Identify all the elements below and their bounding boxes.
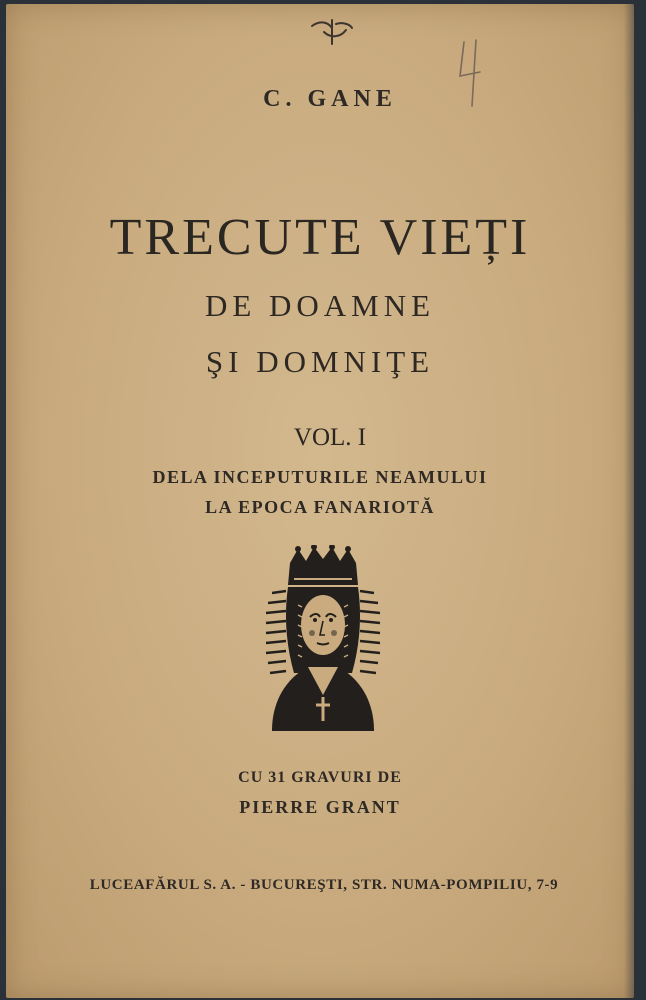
book-title-line-2: DE DOAMNE	[204, 288, 436, 323]
book-title-line-1: TRECUTE VIEȚI	[109, 209, 531, 266]
publisher-imprint: LUCEAFĂRUL S. A. - BUCUREŞTI, STR. NUMA-POMPILIU, 7-9	[89, 877, 559, 893]
book-title-line-3: ŞI DOMNIŢE	[205, 344, 435, 379]
subtitle-line-2: LA EPOCA FANARIOTĂ	[205, 497, 435, 517]
subtitle-line-1: DELA INCEPUTURILE NEAMULUI	[152, 467, 488, 487]
engravings-note: CU 31 GRAVURI DE	[238, 769, 402, 786]
illustrator-name: PIERRE GRANT	[239, 797, 401, 817]
volume-number: VOL. I	[293, 424, 367, 451]
ink-monogram-icon	[306, 16, 358, 48]
title-page	[6, 4, 634, 998]
crowned-princess-engraving-icon	[258, 545, 388, 735]
author-name: C. GANE	[263, 86, 397, 112]
